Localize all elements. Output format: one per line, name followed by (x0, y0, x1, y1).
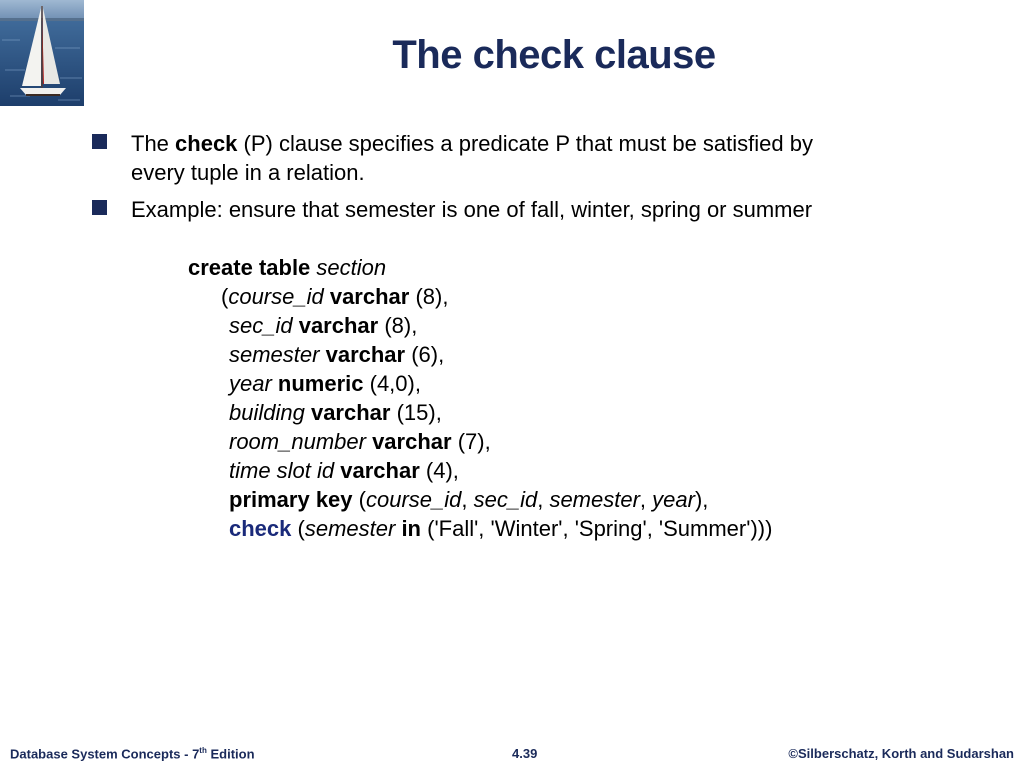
code-keyword: varchar (292, 313, 379, 338)
bullet-square-icon (92, 134, 107, 149)
code-identifier: semester (549, 487, 640, 512)
code-punct: (15), (390, 400, 442, 425)
code-punct: ( (221, 284, 229, 309)
code-line-7 (229, 427, 491, 456)
code-identifier: sec_id (229, 313, 293, 338)
code-keyword: in (395, 516, 421, 541)
footer-superscript: th (199, 746, 207, 755)
code-punct: (4), (419, 458, 459, 483)
bullet-1-pre: The (131, 131, 176, 156)
code-punct: , (639, 487, 653, 512)
code-identifier: time slot id (229, 458, 335, 483)
code-keyword: varchar (323, 284, 410, 309)
code-identifier: sec_id (473, 487, 538, 512)
code-keyword: varchar (365, 429, 452, 454)
code-identifier: semester (229, 342, 320, 367)
code-identifier: building (229, 400, 305, 425)
footer-book-title (10, 746, 255, 761)
code-check-keyword: check (229, 516, 292, 541)
code-keyword: varchar (304, 400, 391, 425)
code-punct: , (537, 487, 550, 512)
bullet-1-post: (P) clause specifies a predicate P that must be satisfied by (237, 131, 813, 156)
sailboat-logo-image (0, 0, 84, 106)
code-line-6 (229, 398, 442, 427)
code-line-10 (229, 514, 772, 543)
bullet-1-keyword: check (175, 131, 238, 156)
code-line-4 (229, 340, 444, 369)
code-punct: (7), (451, 429, 491, 454)
code-punct: ), (694, 487, 709, 512)
code-punct: , (461, 487, 474, 512)
code-keyword: varchar (319, 342, 406, 367)
footer-book-title-text: Database System Concepts - 7 (10, 746, 200, 762)
code-line-8 (229, 456, 459, 485)
code-line-1 (188, 253, 386, 282)
code-keyword: primary key (229, 487, 353, 512)
code-keyword: varchar (334, 458, 420, 483)
code-identifier: semester (304, 516, 396, 541)
footer-copyright: ©Silberschatz, Korth and Sudarshan (788, 746, 1014, 761)
bullet-1-line2: every tuple in a relation. (131, 160, 365, 185)
code-identifier: course_id (228, 284, 324, 309)
code-punct: ( (291, 516, 305, 541)
code-identifier: section (310, 255, 387, 280)
code-line-5 (229, 369, 421, 398)
code-keyword: create table (188, 255, 311, 280)
code-line-2 (221, 282, 448, 311)
footer-edition-text: Edition (206, 746, 255, 762)
code-punct: (8), (409, 284, 449, 309)
slide-title: The check clause (392, 33, 716, 77)
code-punct: (8), (378, 313, 418, 338)
code-punct: (6), (405, 342, 445, 367)
code-line-3 (229, 311, 417, 340)
code-identifier: course_id (365, 487, 462, 512)
code-identifier: room_number (229, 429, 366, 454)
code-punct: ( (352, 487, 366, 512)
code-punct: (4,0), (363, 371, 421, 396)
code-line-9 (229, 485, 708, 514)
bullet-1-text (131, 129, 813, 187)
code-punct: ('Fall', 'Winter', 'Spring', 'Summer'))) (421, 516, 773, 541)
bullet-2-text: Example: ensure that semester is one of fall, winter, spring or summer (131, 197, 813, 222)
code-identifier: year (229, 371, 272, 396)
code-keyword: numeric (271, 371, 364, 396)
code-identifier: year (652, 487, 695, 512)
bullet-square-icon (92, 200, 107, 215)
footer-slide-number: 4.39 (512, 746, 538, 761)
